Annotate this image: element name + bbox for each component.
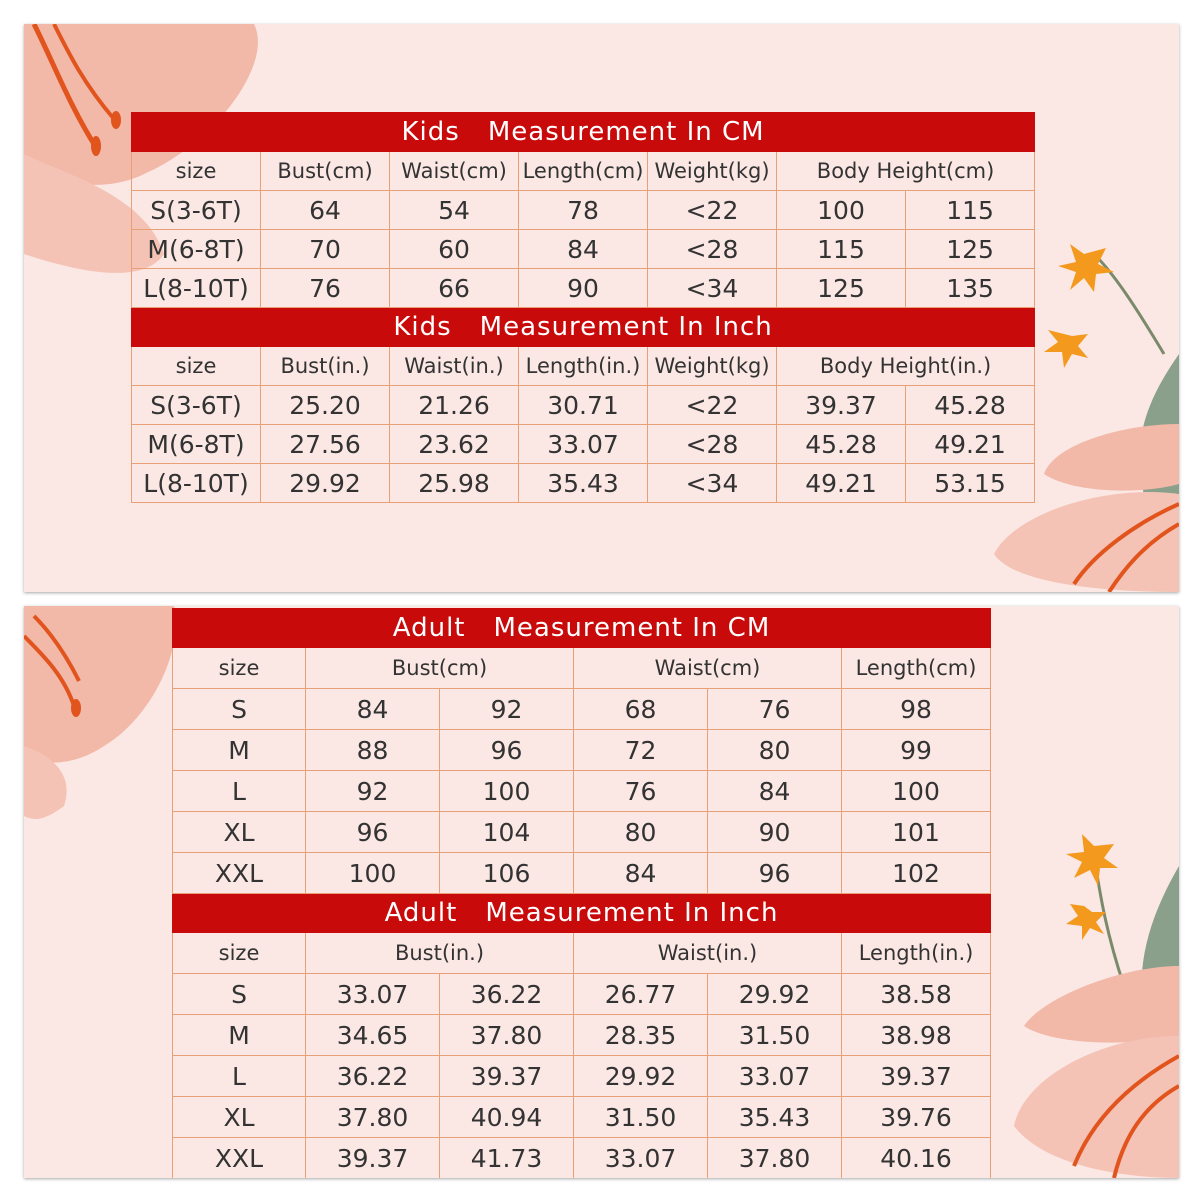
table-cell: 115 [777,230,906,269]
table-cell: 38.58 [842,974,991,1015]
size-cell: S [173,974,306,1015]
table-cell: 96 [708,853,842,894]
table-cell: <22 [648,386,777,425]
adult-size-chart-panel [24,606,1179,1178]
table-cell: 54 [390,191,519,230]
adult-cm-title-row [173,609,991,648]
table-cell: <28 [648,230,777,269]
column-header: size [173,648,306,689]
table-row [173,1056,991,1097]
table-cell: 33.07 [306,974,440,1015]
table-cell: 92 [440,689,574,730]
flower-right-icon [1014,834,1179,1178]
table-cell: 96 [440,730,574,771]
kids-inch-title-row [132,308,1035,347]
table-cell: 35.43 [519,464,648,503]
column-header: Length(cm) [519,152,648,191]
table-cell: 49.21 [777,464,906,503]
table-row [132,386,1035,425]
table-row [173,1097,991,1138]
size-cell: L [173,1056,306,1097]
column-header: Bust(in.) [306,933,574,974]
size-cell: M [173,1015,306,1056]
size-cell: XXL [173,1138,306,1179]
column-header: Waist(cm) [390,152,519,191]
table-row [132,269,1035,308]
table-cell: 76 [261,269,390,308]
size-cell: S [173,689,306,730]
table-cell: 35.43 [708,1097,842,1138]
table-cell: 68 [574,689,708,730]
column-header: Length(in.) [519,347,648,386]
column-header: size [132,152,261,191]
table-row [132,230,1035,269]
table-cell: 76 [708,689,842,730]
table-row [173,771,991,812]
size-cell: M [173,730,306,771]
table-cell: 104 [440,812,574,853]
adult-cm-title: Adult Measurement In CM [173,609,991,648]
table-cell: 29.92 [261,464,390,503]
table-cell: 96 [306,812,440,853]
adult-inch-title-row [173,894,991,933]
table-cell: 45.28 [906,386,1035,425]
size-cell: M(6-8T) [132,425,261,464]
size-cell: XXL [173,853,306,894]
table-cell: 64 [261,191,390,230]
table-cell: 88 [306,730,440,771]
table-cell: 29.92 [708,974,842,1015]
kids-inch-header-row [132,347,1035,386]
table-row [173,1138,991,1179]
table-cell: 30.71 [519,386,648,425]
table-cell: 31.50 [574,1097,708,1138]
table-cell: 37.80 [708,1138,842,1179]
column-header: Body Height(cm) [777,152,1035,191]
column-header: Length(cm) [842,648,991,689]
table-cell: 78 [519,191,648,230]
table-cell: 39.37 [777,386,906,425]
table-cell: 39.37 [440,1056,574,1097]
table-cell: 31.50 [708,1015,842,1056]
table-cell: 39.76 [842,1097,991,1138]
size-cell: S(3-6T) [132,191,261,230]
table-cell: 135 [906,269,1035,308]
kids-cm-title-row [132,113,1035,152]
size-cell: XL [173,1097,306,1138]
table-cell: 29.92 [574,1056,708,1097]
size-cell: M(6-8T) [132,230,261,269]
table-cell: 25.20 [261,386,390,425]
table-row [173,730,991,771]
column-header: Waist(cm) [574,648,842,689]
table-cell: 84 [574,853,708,894]
table-cell: 84 [519,230,648,269]
size-cell: XL [173,812,306,853]
table-cell: 99 [842,730,991,771]
table-cell: 115 [906,191,1035,230]
column-header: Bust(cm) [261,152,390,191]
table-cell: 45.28 [777,425,906,464]
column-header: Length(in.) [842,933,991,974]
table-cell: 26.77 [574,974,708,1015]
table-cell: 25.98 [390,464,519,503]
table-row [173,1015,991,1056]
table-cell: 125 [777,269,906,308]
table-cell: 38.98 [842,1015,991,1056]
table-cell: 106 [440,853,574,894]
table-cell: 23.62 [390,425,519,464]
table-row [132,191,1035,230]
table-cell: 100 [440,771,574,812]
table-cell: 33.07 [708,1056,842,1097]
table-cell: 21.26 [390,386,519,425]
size-cell: L(8-10T) [132,464,261,503]
column-header: Waist(in.) [574,933,842,974]
table-cell: 70 [261,230,390,269]
table-cell: 90 [708,812,842,853]
table-cell: 36.22 [306,1056,440,1097]
adult-size-table [172,608,991,1178]
column-header: size [173,933,306,974]
table-cell: 28.35 [574,1015,708,1056]
table-cell: 102 [842,853,991,894]
table-cell: 98 [842,689,991,730]
table-cell: 100 [306,853,440,894]
size-cell: S(3-6T) [132,386,261,425]
table-cell: 53.15 [906,464,1035,503]
size-cell: L [173,771,306,812]
column-header: size [132,347,261,386]
table-cell: 66 [390,269,519,308]
table-row [173,853,991,894]
table-cell: <34 [648,269,777,308]
column-header: Bust(cm) [306,648,574,689]
table-cell: 125 [906,230,1035,269]
table-cell: 72 [574,730,708,771]
table-cell: 101 [842,812,991,853]
table-cell: 40.94 [440,1097,574,1138]
column-header: Waist(in.) [390,347,519,386]
table-row [173,812,991,853]
table-cell: 76 [574,771,708,812]
table-cell: 40.16 [842,1138,991,1179]
table-cell: 84 [306,689,440,730]
table-cell: <22 [648,191,777,230]
table-cell: 39.37 [306,1138,440,1179]
table-cell: <28 [648,425,777,464]
table-cell: 33.07 [519,425,648,464]
table-row [173,974,991,1015]
kids-size-table [131,112,1035,503]
kids-cm-title: Kids Measurement In CM [132,113,1035,152]
table-cell: 100 [777,191,906,230]
table-cell: 27.56 [261,425,390,464]
column-header: Bust(in.) [261,347,390,386]
adult-inch-title: Adult Measurement In Inch [173,894,991,933]
table-cell: 37.80 [306,1097,440,1138]
table-cell: 39.37 [842,1056,991,1097]
kids-cm-header-row [132,152,1035,191]
size-cell: L(8-10T) [132,269,261,308]
kids-inch-title: Kids Measurement In Inch [132,308,1035,347]
table-cell: 34.65 [306,1015,440,1056]
table-row [132,425,1035,464]
table-cell: <34 [648,464,777,503]
table-cell: 92 [306,771,440,812]
table-cell: 100 [842,771,991,812]
table-cell: 90 [519,269,648,308]
table-row [132,464,1035,503]
kids-size-chart-panel [24,24,1179,592]
column-header: Weight(kg) [648,347,777,386]
flower-top-left-icon [24,606,176,819]
table-cell: 84 [708,771,842,812]
table-cell: 49.21 [906,425,1035,464]
table-cell: 60 [390,230,519,269]
table-cell: 36.22 [440,974,574,1015]
column-header: Body Height(in.) [777,347,1035,386]
table-cell: 80 [708,730,842,771]
table-cell: 37.80 [440,1015,574,1056]
column-header: Weight(kg) [648,152,777,191]
table-cell: 33.07 [574,1138,708,1179]
table-cell: 80 [574,812,708,853]
adult-cm-header-row [173,648,991,689]
table-row [173,689,991,730]
adult-inch-header-row [173,933,991,974]
table-cell: 41.73 [440,1138,574,1179]
